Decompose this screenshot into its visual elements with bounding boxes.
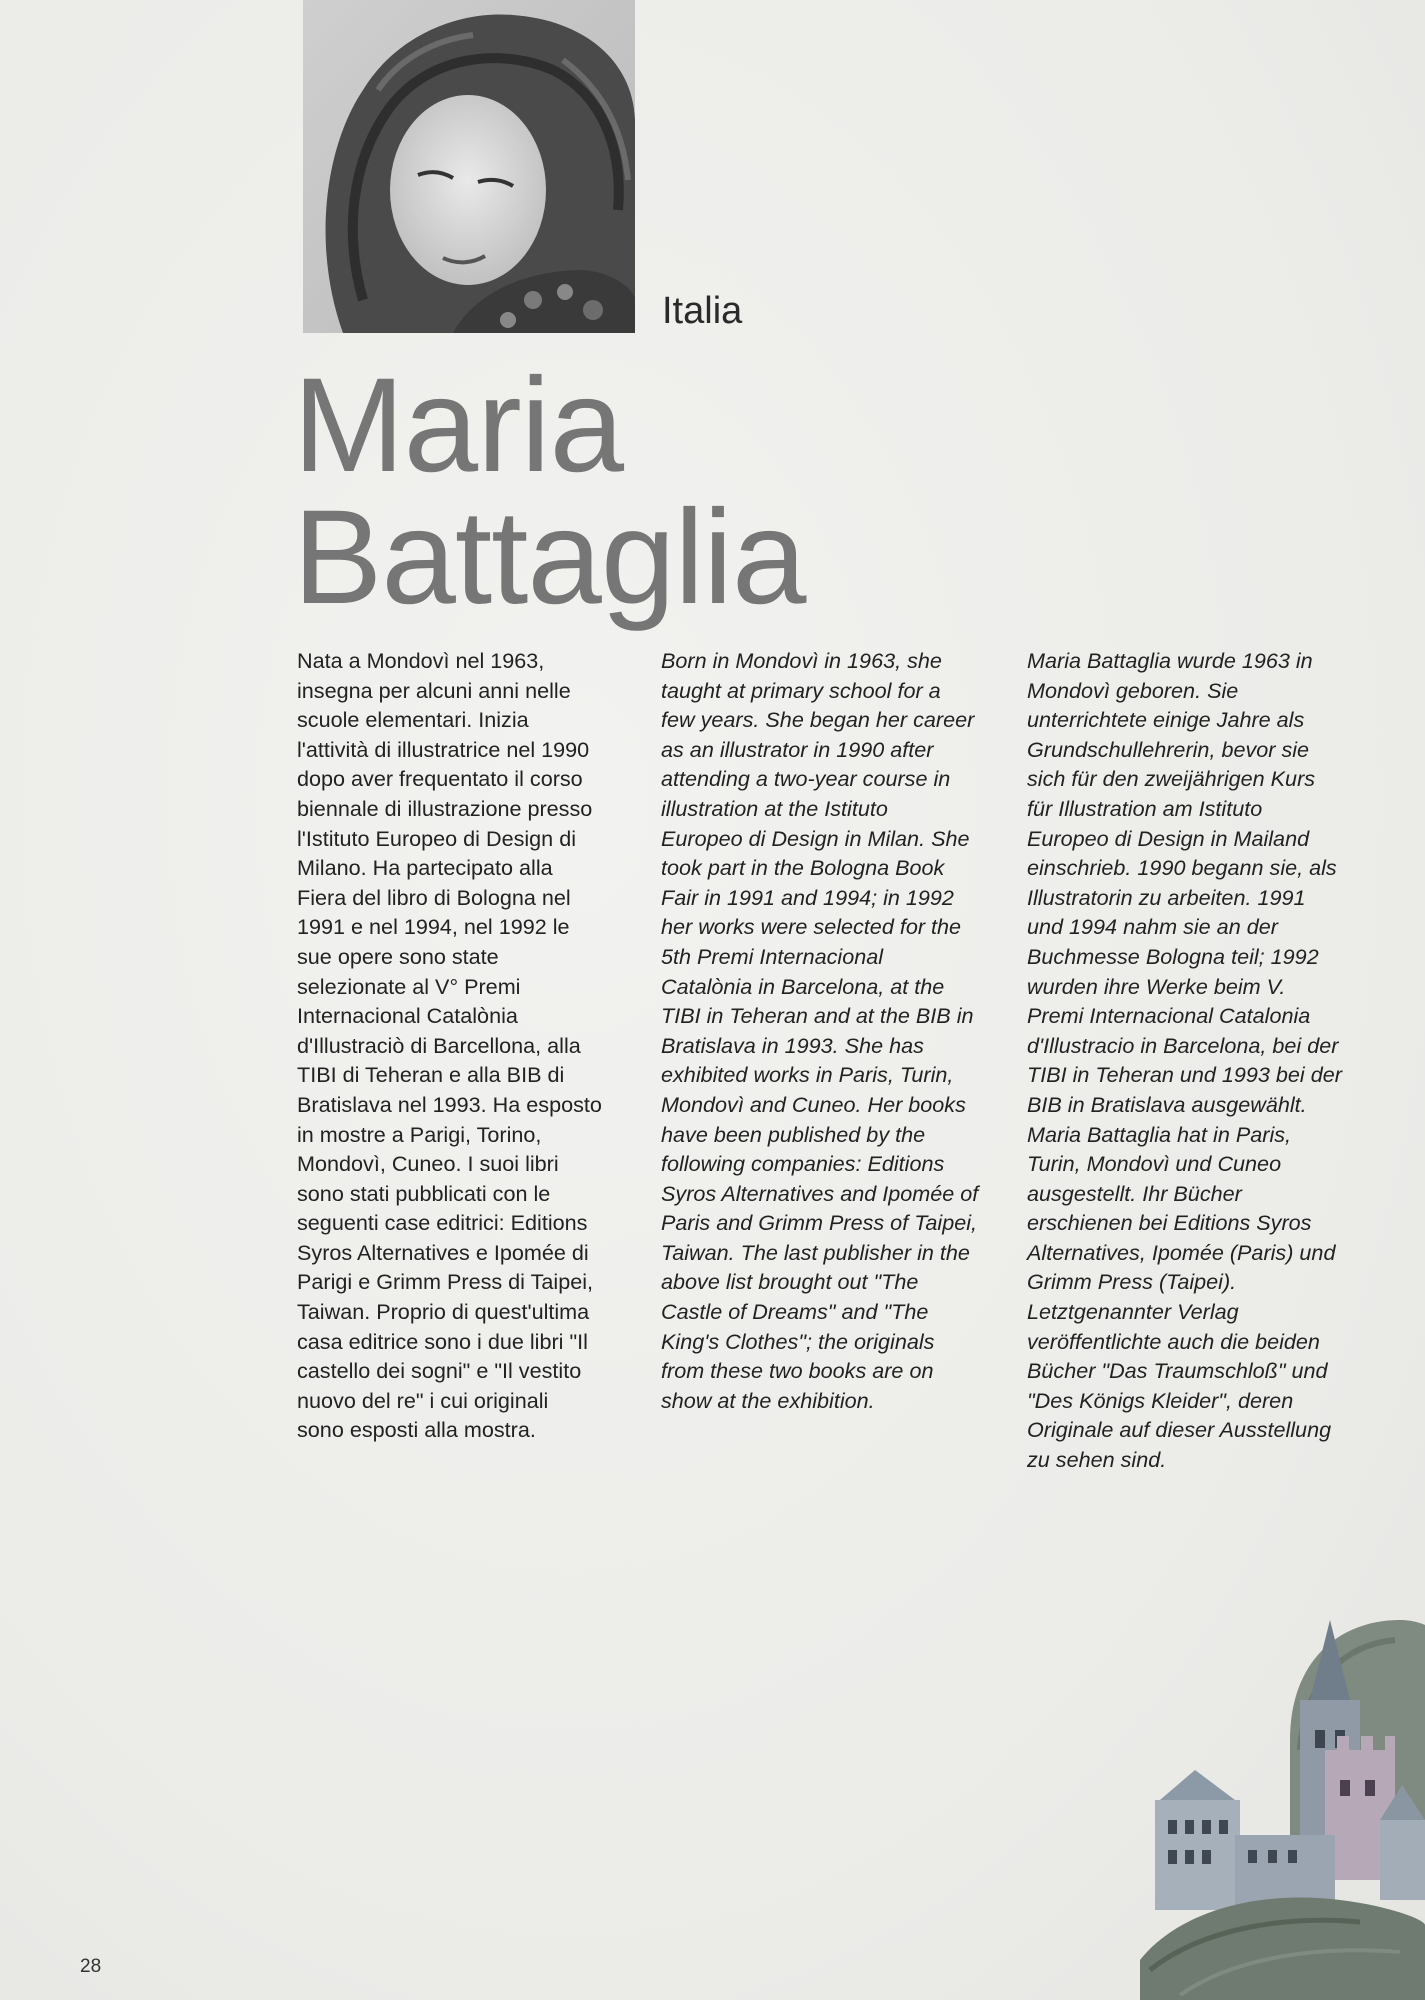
artist-name xyxy=(293,351,806,632)
artist-first-name: Maria xyxy=(293,351,624,500)
bio-english: Born in Mondovì in 1963, she taught at primary school for a few years. She began her career as an illustrator in 1990 after attending a two-year course in illustration at the Istituto Europeo di Design in Milan. She took part in the Bologna Book Fair in 1991 and 1994; in 1992 her works were selected for the 5th Premi Internacional Catalònia in Barcelona, at the TIBI in Teheran and at the BIB in Bratislava in 1993. She has exhibited works in Paris, Turin, Mondovì and Cuneo. Her books have been published by the following companies: Editions Syros Alternatives and Ipomée of Paris and Grimm Press of Taipei, Taiwan. The last publisher in the above list brought out "The Castle of Dreams" and "The King's Clothes"; the originals from these two books are on show at the exhibition. xyxy=(661,648,979,1413)
artist-last-name: Battaglia xyxy=(293,483,806,632)
country-label: Italia xyxy=(662,290,743,332)
castle-illustration xyxy=(1140,1600,1425,2000)
bio-italian: Nata a Mondovì nel 1963, insegna per alcuni anni nelle scuole elementari. Inizia l'attività di illustratrice nel 1990 dopo aver frequentato il corso biennale di illustrazione presso l'Istituto Europeo di Design di Milano. Ha partecipato alla Fiera del libro di Bologna nel 1991 e nel 1994, nel 1992 le sue opere sono state selezionate al V° Premi Internacional Catalònia d'Illustraciò di Barcellona, alla TIBI di Teheran e alla BIB di Bratislava nel 1993. Ha esposto in mostre a Parigi, Torino, Mondovì, Cuneo. I suoi libri sono stati pubblicati con le seguenti case editrici: Editions Syros Alternatives e Ipomée di Parigi e Grimm Press di Taipei, Taiwan. Proprio di quest'ultima casa editrice sono i due libri "Il castello dei sogni" e "Il vestito nuovo del re" i cui originali sono esposti alla mostra. xyxy=(297,648,602,1443)
portrait-photo xyxy=(303,0,635,333)
bio-german: Maria Battaglia wurde 1963 in Mondovì geboren. Sie unterrichtete einige Jahre als Grundschullehrerin, bevor sie sich für den zweijährigen Kurs für Illustration am Istituto Europeo di Design in Mailand einschrieb. 1990 begann sie, als Illustratorin zu arbeiten. 1991 und 1994 nahm sie an der Buchmesse Bologna teil; 1992 wurden ihre Werke beim V. Premi Internacional Catalonia d'Illustracio in Barcelona, bei der TIBI in Teheran und 1993 bei der BIB in Bratislava ausgewählt. Maria Battaglia hat in Paris, Turin, Mondovì und Cuneo ausgestellt. Ihr Bücher erschienen bei Editions Syros Alternatives, Ipomée (Paris) und Grimm Press (Taipei). Letztgenannter Verlag veröffentlichte auch die beiden Bücher "Das Traumschloß" und "Des Königs Kleider", deren Originale auf dieser Ausstellung zu sehen sind. xyxy=(1027,648,1342,1473)
page-number: 28 xyxy=(80,1956,102,1977)
